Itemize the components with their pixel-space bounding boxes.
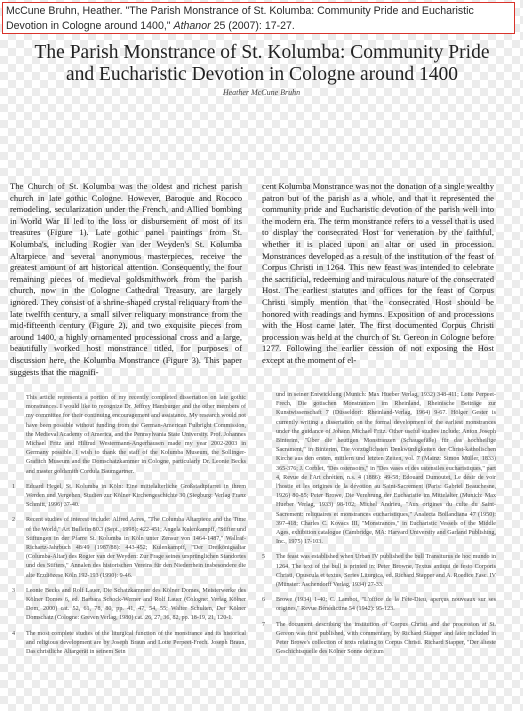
footnote-number: 1 [12,483,16,490]
paper-title: The Parish Monstrance of St. Kolumba: Community Pride and Eucharistic Devotion in Cologne around 1400 [34,42,490,85]
footnotes-right [262,391,496,663]
body-paragraph: cent Kolumba Monstrance was not the donation of a single wealthy patron but of the parish as a whole, and that it represented the community pride and Eucharistic devotion of the parish well into the modern era. The term monstrance refers to a vessel that is used to display the consecrated Host for veneration by the faithful, whether it is placed upon an altar or used in procession. Monstrances developed as a result of the institution of the feast of Corpus Christi in 1264. This new feast was intended to celebrate the sacrificial, redeeming and miraculous nature of the consecrated Host. The earliest statutes and offices for the feast of Corpus Christi simply mention that the consecrated Host should be honored with readings and hymns. Exposition of and processions with the Host came later. The first documented Corpus Christi procession was held at the church of St. Gereon in Cologne before 1277. Following the earlier cession of not exposing the Host except at the moment of el- [262,181,494,365]
citation-box [2,2,515,34]
footnote-continuation: und in seiner Entwicklung (Munich: Max Hueber Verlag, 1932) 348-411; Lotte Perpeet-Frech, Die gotischen Monstranzen im Rheinland, Rheinische Beiträge zur Kunstwissenschaft 7 (Düsseldorf: Rheinland-Verlag, 1964) 9-67. Hölger Gester is currently writing a dissertation on the formal development of the earliest monstrances under the guidance of Johann Michael Fritz. Other useful studies include: Anton Joseph Binterim, "Über die heutigen Monstranzen (Schaugefäße) für das hochheilige Sacrament," in Binterim, Die vorzüglichsten Denkwürdigkeiten der Christ-katholischen Kirche aus den ersten, mittlern und letzten Zeiten, vol. 7 (Mainz: Simon Müller, 1833) 365-376; J. Corblet, "Des ostensoirs," in "Des vases et des ustensiles eucharistiques," part 4, Revue de l'Art chrétien, n.s. 4 (1886): 49-58; Edouard Dumoutet, Le désir de voir l'hostie et les origines de la dévotion au Saint-Sacrement (Paris: Gabriel Beauchesne, 1926) 80-85; Peter Browe, Die Verehrung der Eucharistie im Mittelalter (Munich: Max Hueber Verlag, 1933) 98-102; Michel Andrieu, "Aux origines du culte du Saint-Sacrement: reliquaires et monstrances eucharistiques," Analecta Bollandiana 47 (1950): 397-418; Charles C. Kovacs III, "Monstrances," in Eucharistic Vessels of the Middle Ages, exhibition catalogue (Cambridge, MA: Harvard University and Garland Publishing, Inc., 1975) 17-103. [276,392,496,546]
footnote [262,621,496,658]
citation-text: McCune Bruhn, Heather. "The Parish Monstrance of St. Kolumba: Community Pride and Eucharistic Devotion in Cologne around 1400," [6,5,474,32]
footnote-text: Recent studies of interest include: Alfred Acres, "The Columba Altarpiece and the Time of the World," Art Bulletin 80.3 (Sept., 1998): 422-451; Angela Kulenkampff, "Stifter und Stiftungen in der Pfarre St. Kolumba in Köln unter Zensur von 1464-1487," Wallraf-Richartz-Jahrbuch 48/49 (1987/88): 443-452; Kulenkampff, "Der Dreikönigsaltar (Columba-Altar) des Rogier van der Weyden: Zur Frage seines ursprünglichen Standortes und des Stifters," Annalen des historischen Vereins für den Niederrhein insbesondere die alte Erzdiözese Köln 192-193 (1990): 9-46. [26,517,246,579]
citation-journal: Athanor [173,20,211,32]
footnote [12,483,246,511]
footnote-text: The feast was established when Urban IV published the bull Transiturus de hoc mundo in 1264. The text of the bull is printed in: Peter Browne, Textus antiqui de festo Corporis Christi, Opuscula et textus, Series Liturgica, ed. Richard Stapper and A. Roedice Fasc. IV (Münster: Aschendorff Verlag, 1934) 27-33. [276,554,496,589]
paper-author: Heather McCune Bruhn [222,88,301,97]
footnote-number: 2 [12,517,16,524]
footnote-text: Leonie Becks and Rolf Lauer, Die Schatzkammer des Kölner Domes, Meisterwerke des Kölner Domes 6, ed. Barbara Schock-Werner and Rolf Lauer (Cologne: Verlag Kölner Dom, 2000) cat. 52, 61, 78, 80, pp. 41, 47, 54, 55; Walter Schulten, Der Kölner Domschatz (Cologne: Greven Verlag, 1980) cat. 26, 27, 36, 82, pp. 18-19, 21, 120-1. [26,587,246,622]
body-column-right [262,181,494,367]
footnote [12,587,246,624]
footnotes-left [12,394,246,663]
footnote-text: Eduard Hegel, St. Kolumba in Köln: Eine mittelalterliche Großstadtpfarrei in ihrem Werden und Vergehen, Studien zur Kölner Kirchengeschichte 30 (Siegburg: Verlag Franz Schmitt, 1996) 37-40. [26,483,246,509]
footnote-number: 3 [12,587,16,594]
footnote-text: The most complete studies of the liturgical function of the monstrance and its historical and religious development are by Joseph Braun and Lotte Perpeet-Frech. Joseph Braun, Das christliche Altargerät in seinem Sein [26,630,246,656]
citation-volume: 25 (2007): 17-27. [213,20,295,32]
acknowledgement-note: This article represents a portion of my recently completed dissertation on late gothic monstrances. I would like to recognize Dr. Jeffrey Hamburger and the other members of my committee for their continuing encouragement and assistance. My research would not have been possible without funding from the German-American Fulbright Commission, the Medieval Academy of America, and the Pennsylvania State University. Prof. Johannes Michael Fritz and Hiltrud Westermann-Angerhausen made my year 2002-2003 in Germany possible. I wish to thank the staff of the Kolumba Museum, the Sollinger-Grafitch Museum and the Domschatzkammer in Cologne, particularly Dr. Leonie Becks and master goldsmith Cordula Baumgartner. [26,395,246,475]
footnote-text: The document describing the institution of Corpus Christi and the procession at St. Gereon was first published, with commentary, by Richard Stapper and later included in Peter Browe's collection of texts relating to Corpus Christi. Richard Stapper, "Der älteste Geschichtsquelle des Kölner Sonne der zum [276,621,496,656]
footnote [12,630,246,658]
footnote-number: 5 [262,554,266,561]
footnote [262,596,496,614]
footnote-number: 7 [262,621,266,628]
footnote [262,553,496,590]
footnote [12,516,246,580]
body-column-left [10,181,242,378]
body-paragraph: The Church of St. Kolumba was the oldest and richest parish church in late gothic Cologne. However, Baroque and Rococo remodeling, secularization under the French, and Allied bombing in World War II led to the loss or disbursement of most of its treasures (Figure 1). Late gothic panel paintings from St. Kolumba's, including Rogier van der Weyden's St. Kolumba Altarpiece and several anonymous masterpieces, receive the greatest amount of art historical attention. Consequently, the four remaining pieces of medieval goldsmithwork from the parish church, now in the Cologne Cathedral Treasury, are largely ignored. They consist of a shrine-shaped crystal reliquary from the late twelfth century, a small silver reliquary monstrance from the mid-fifteenth century (Figure 2), and two exquisite pieces from around 1400, a highly ornamented processional cross and a large, beautifully worked host monstrance titled, for purposes of discussion here, the Kolumba Monstrance (Figure 3). This paper suggests that the magnifi- [10,181,242,377]
footnote-number: 4 [12,630,16,637]
footnote-text: Browe (1934) 1-40; C. Lambot, "L'office de la Fête-Dieu, aperçus nouveaux sur ses origines," Revue Bénédictine 54 (1942): 95-123. [276,597,496,613]
footnote-number: 6 [262,597,266,604]
